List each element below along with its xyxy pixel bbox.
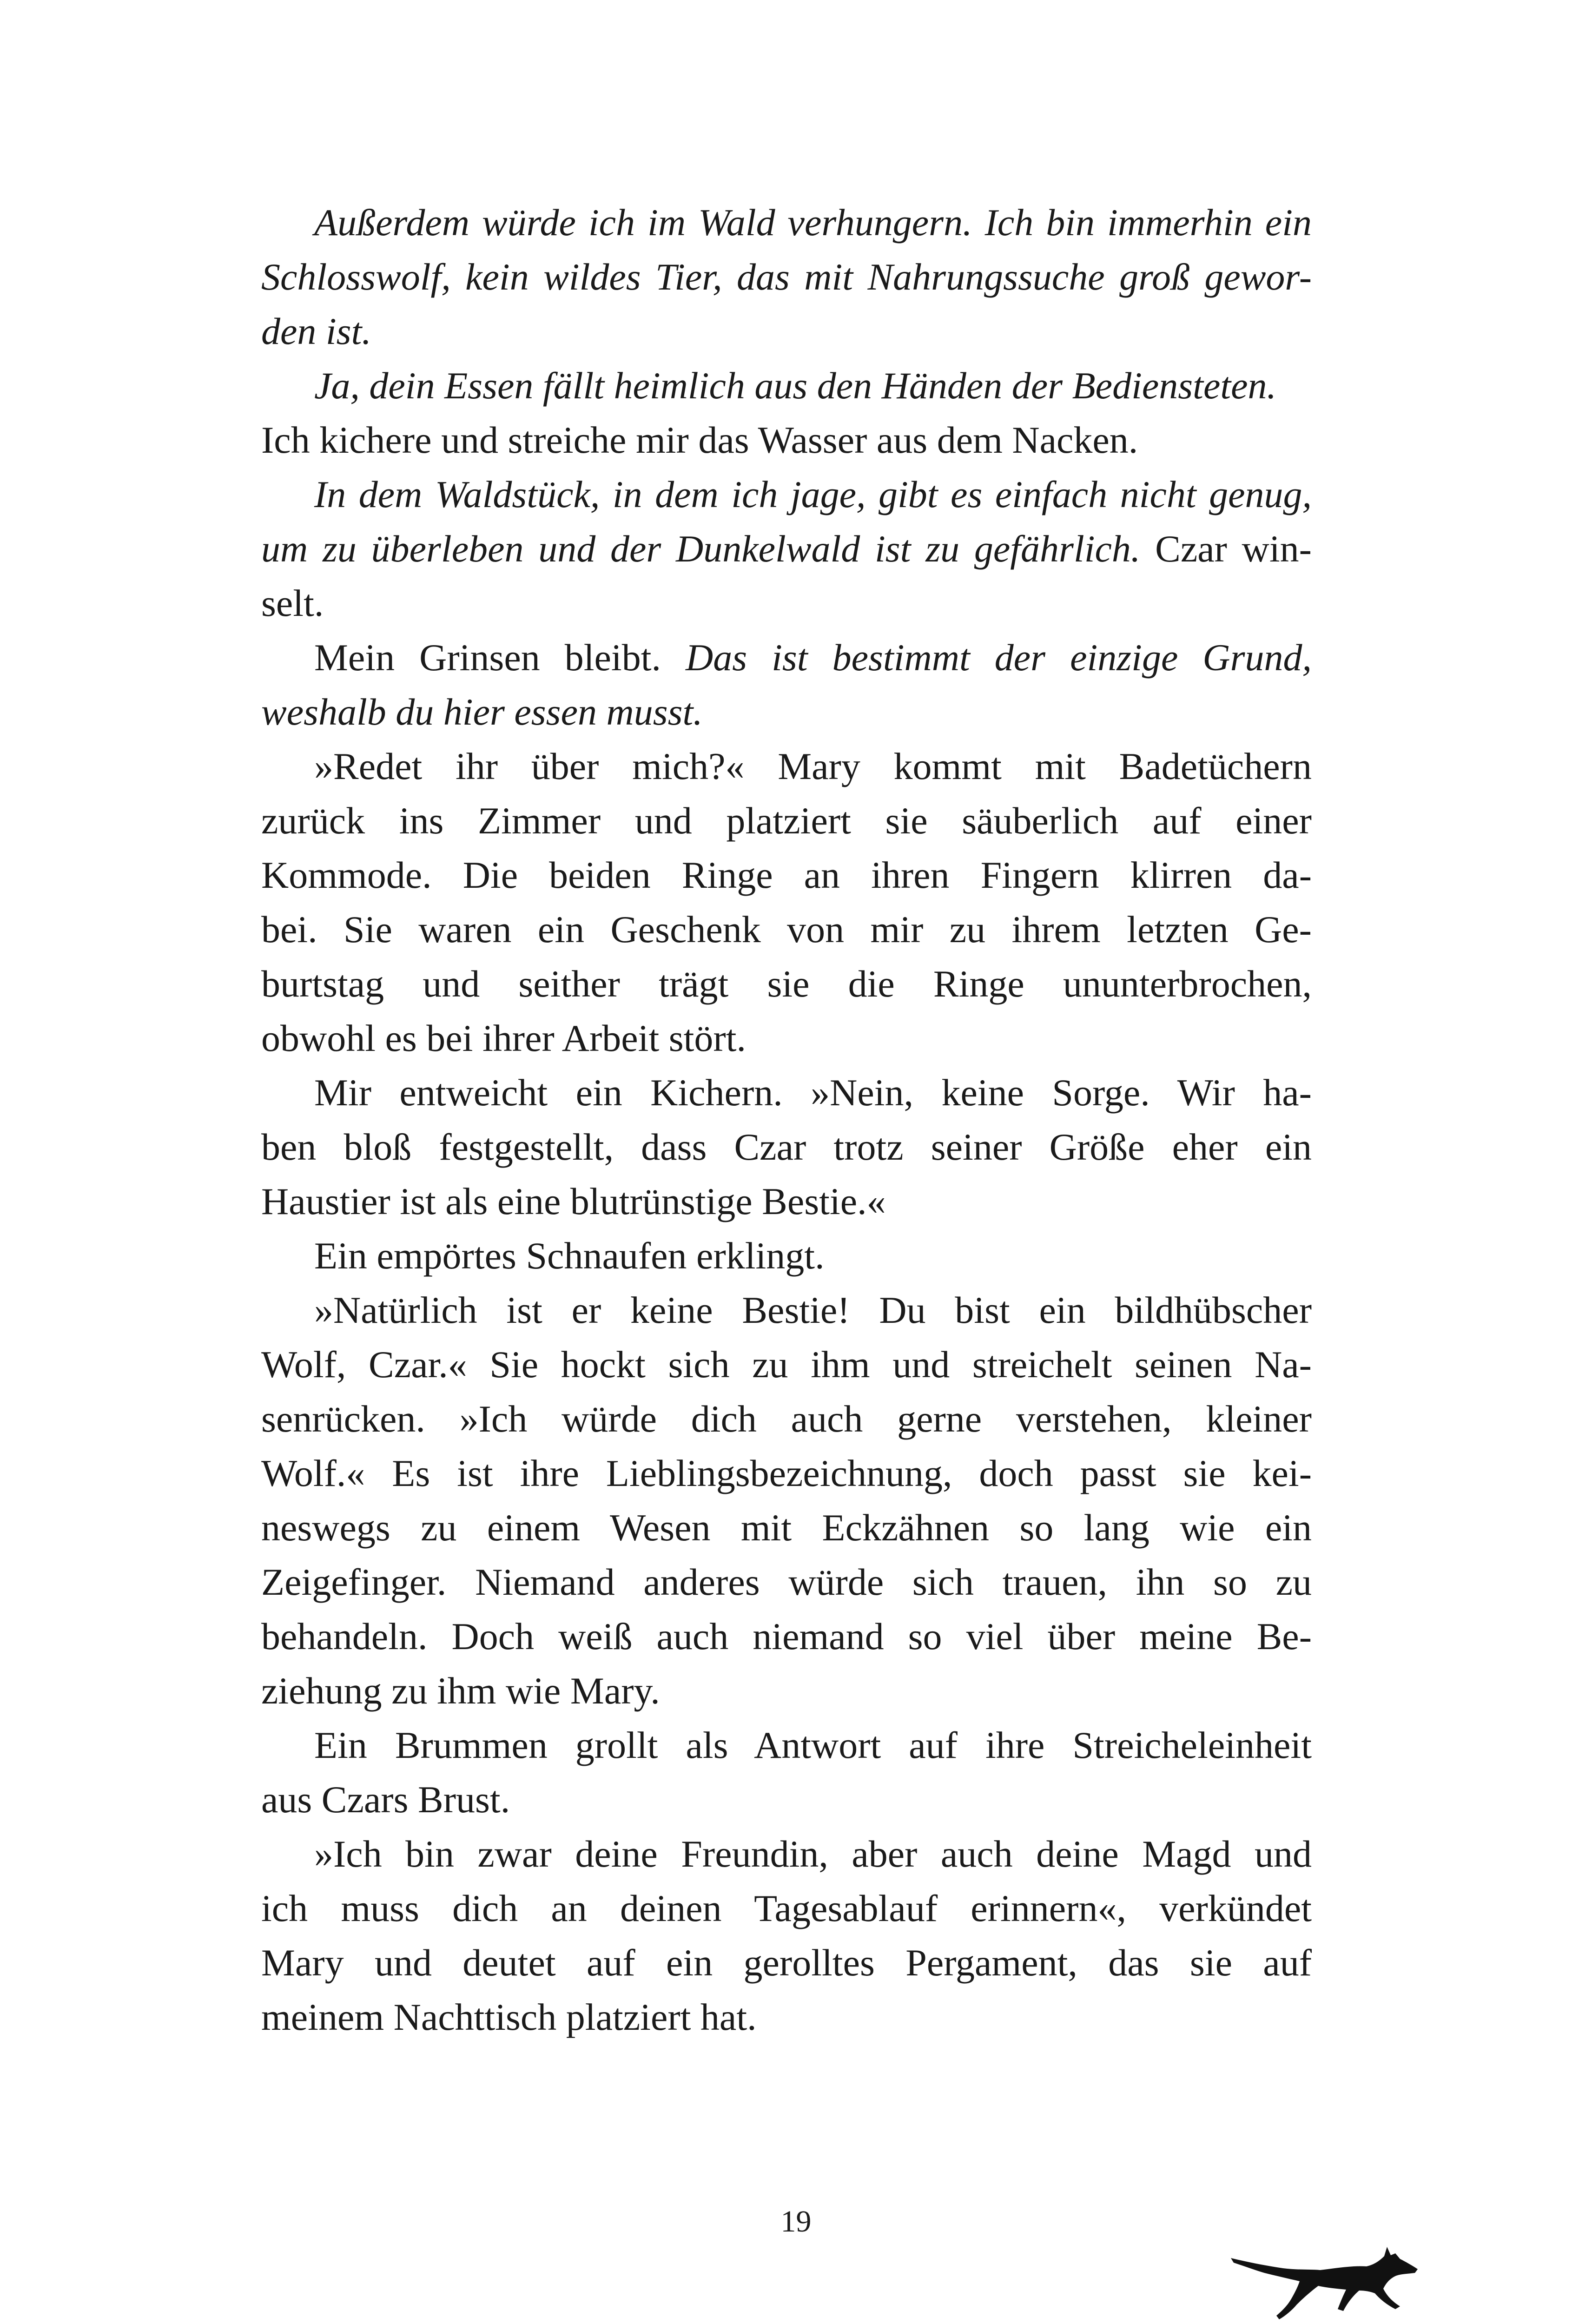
text-segment: selt. (261, 582, 324, 624)
text-segment: Mein Grinsen bleibt. (314, 636, 686, 679)
text-line (261, 685, 1312, 739)
text-line (261, 195, 1312, 250)
text-line (261, 1935, 1312, 1990)
text-segment: Wolf.« Es ist ihre Lieblingsbezeichnung, doch passt sie kei- (261, 1452, 1312, 1494)
text-line (261, 358, 1312, 413)
text-segment: »Redet ihr über mich?« Mary kommt mit Badetüchern (314, 745, 1312, 787)
running-wolf-icon (1227, 2231, 1427, 2324)
text-line (261, 1011, 1312, 1065)
text-line (261, 1392, 1312, 1446)
text-line (261, 413, 1312, 467)
text-line (261, 1990, 1312, 2044)
text-line (261, 739, 1312, 793)
text-segment: obwohl es bei ihrer Arbeit stört. (261, 1017, 746, 1059)
text-segment: »Ich bin zwar deine Freundin, aber auch deine Magd und (314, 1833, 1312, 1875)
text-segment: bei. Sie waren ein Geschenk von mir zu ihrem letzten Ge- (261, 908, 1312, 951)
italic-text-segment: Schlosswolf, kein wildes Tier, das mit Nahrungssuche groß gewor- (261, 256, 1312, 298)
text-line (261, 304, 1312, 358)
text-segment: Ein Brummen grollt als Antwort auf ihre Streicheleinheit (314, 1724, 1312, 1766)
italic-text-segment: Ja, dein Essen fällt heimlich aus den Händen der Bediensteten. (314, 364, 1277, 407)
text-segment: aus Czars Brust. (261, 1778, 510, 1821)
italic-text-segment: den ist. (261, 310, 371, 352)
text-line (261, 467, 1312, 522)
text-line (261, 848, 1312, 902)
text-line (261, 1446, 1312, 1500)
italic-text-segment: Außerdem würde ich im Wald verhungern. Ich bin immerhin ein (314, 201, 1312, 244)
page-number: 19 (780, 2205, 812, 2238)
text-segment: »Natürlich ist er keine Bestie! Du bist ein bildhübscher (314, 1289, 1312, 1331)
text-line (261, 630, 1312, 685)
text-segment: Ich kichere und streiche mir das Wasser aus dem Nacken. (261, 419, 1138, 461)
text-segment: burtstag und seither trägt sie die Ringe ununterbrochen, (261, 963, 1312, 1005)
text-line (261, 1337, 1312, 1392)
text-line (261, 1500, 1312, 1555)
text-segment: Wolf, Czar.« Sie hockt sich zu ihm und streichelt seinen Na- (261, 1343, 1312, 1386)
text-line (261, 1827, 1312, 1881)
text-line (261, 1664, 1312, 1718)
text-segment: zurück ins Zimmer und platziert sie säuberlich auf einer (261, 799, 1312, 842)
italic-text-segment: um zu überleben und der Dunkelwald ist zu gefährlich. (261, 528, 1141, 570)
text-line (261, 1065, 1312, 1120)
text-segment: Haustier ist als eine blutrünstige Bestie.« (261, 1180, 886, 1222)
text-segment: ben bloß festgestellt, dass Czar trotz seiner Größe eher ein (261, 1126, 1312, 1168)
text-segment: Ein empörtes Schnaufen erklingt. (314, 1235, 825, 1277)
text-segment: Mary und deutet auf ein gerolltes Pergament, das sie auf (261, 1941, 1312, 1984)
text-line (261, 1555, 1312, 1609)
text-segment: Czar win- (1140, 528, 1312, 570)
text-line (261, 1120, 1312, 1174)
text-segment: behandeln. Doch weiß auch niemand so viel über meine Be- (261, 1615, 1312, 1657)
text-segment: Zeigefinger. Niemand anderes würde sich trauen, ihn so zu (261, 1561, 1312, 1603)
text-line (261, 1881, 1312, 1935)
text-segment: meinem Nachttisch platziert hat. (261, 1996, 757, 2038)
text-line (261, 522, 1312, 576)
text-line (261, 793, 1312, 848)
text-segment: ich muss dich an deinen Tagesablauf erinnern«, verkündet (261, 1887, 1312, 1929)
text-line (261, 957, 1312, 1011)
text-segment: Kommode. Die beiden Ringe an ihren Fingern klirren da- (261, 854, 1312, 896)
italic-text-segment: Das ist bestimmt der einzige Grund, (686, 636, 1312, 679)
text-segment: senrücken. »Ich würde dich auch gerne verstehen, kleiner (261, 1398, 1312, 1440)
text-line (261, 1228, 1312, 1283)
text-line (261, 1718, 1312, 1772)
text-line (261, 1283, 1312, 1337)
text-segment: neswegs zu einem Wesen mit Eckzähnen so lang wie ein (261, 1506, 1312, 1549)
text-line (261, 902, 1312, 957)
text-line (261, 576, 1312, 630)
italic-text-segment: In dem Waldstück, in dem ich jage, gibt es einfach nicht genug, (314, 473, 1312, 515)
text-line (261, 1174, 1312, 1228)
text-segment: Mir entweicht ein Kichern. »Nein, keine Sorge. Wir ha- (314, 1071, 1312, 1114)
body-text (261, 195, 1312, 2044)
text-line (261, 250, 1312, 304)
text-segment: ziehung zu ihm wie Mary. (261, 1670, 660, 1712)
text-line (261, 1772, 1312, 1827)
italic-text-segment: weshalb du hier essen musst. (261, 691, 703, 733)
text-line (261, 1609, 1312, 1664)
